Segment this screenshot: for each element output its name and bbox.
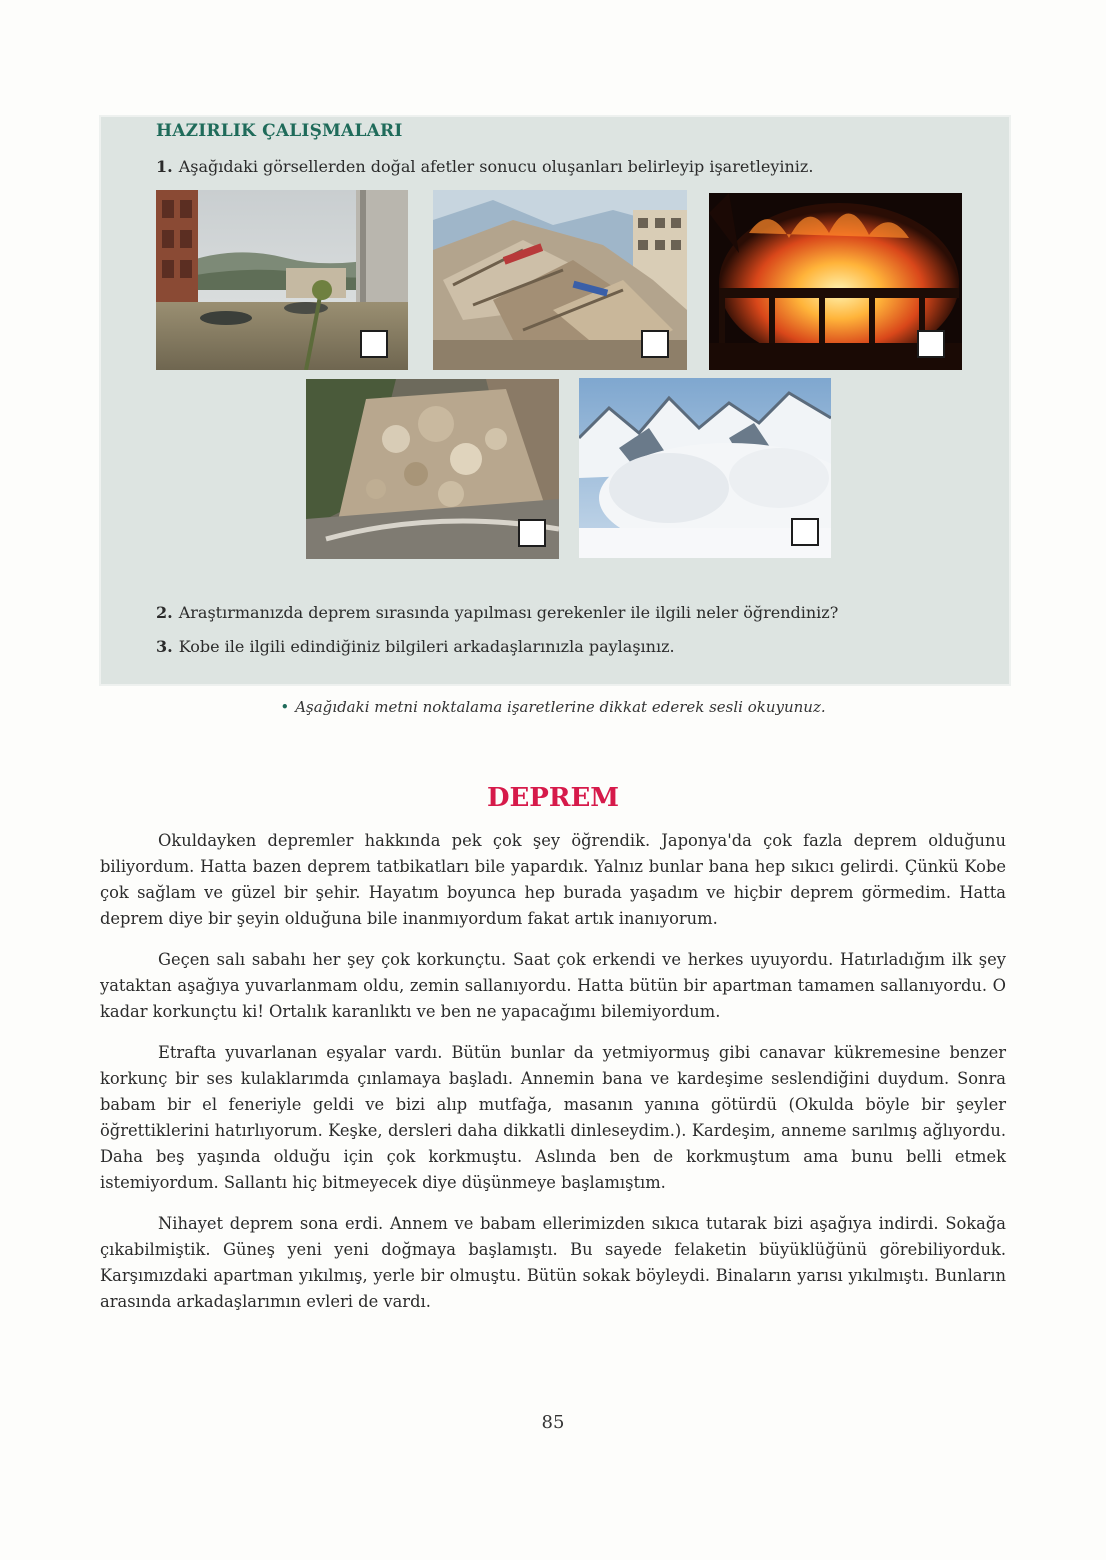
fire-checkbox[interactable]: [917, 330, 945, 358]
preparation-heading: HAZIRLIK ÇALIŞMALARI: [156, 121, 403, 141]
story-paragraph-2: Geçen salı sabahı her şey çok korkunçtu. Saat çok erkendi ve herkes uyuyordu. Hatırladığım ilk şey yataktan aşağıya yuvarlanmam oldu, zemin sallanıyordu. Hatta bütün bir apartman tamamen sallanıyordu. O kadar korkunçtu ki! Ortalık karanlıktı ve ben ne yapacağımı bilemiyordum.: [100, 950, 1006, 1021]
story-paragraph-4: Nihayet deprem sona erdi. Annem ve babam ellerimizden sıkıca tutarak bizi aşağıya indirdi. Sokağa çıkabilmiştik. Güneş yeni yeni doğmaya başlamıştı. Bu sayede felaketin büyüklüğünü görebiliyorduk. Karşımızdaki apartman yıkılmış, yerle bir olmuştu. Bütün sokak böyleydi. Binaların yarısı yıkılmıştı. Bunların arasında arkadaşlarımın evleri de vardı.: [100, 1214, 1006, 1311]
question-3-text: Kobe ile ilgili edindiğiniz bilgileri arkadaşlarınızla paylaşınız.: [178, 637, 675, 656]
avalanche-checkbox[interactable]: [791, 518, 819, 546]
avalanche-photo: [579, 378, 831, 558]
reading-instruction: [0, 698, 1106, 716]
question-1-number: 1.: [156, 157, 173, 176]
bullet-icon: •: [280, 698, 290, 716]
question-2-number: 2.: [156, 603, 173, 622]
fire-photo: [709, 193, 962, 370]
flood-checkbox[interactable]: [360, 330, 388, 358]
reading-instruction-text: Aşağıdaki metni noktalama işaretlerine dikkat ederek sesli okuyunuz.: [295, 698, 826, 716]
story-title: DEPREM: [486, 783, 620, 813]
collapsed-building-checkbox[interactable]: [641, 330, 669, 358]
landslide-photo: [306, 379, 559, 559]
question-1: [156, 157, 813, 176]
story-paragraph-3: Etrafta yuvarlanan eşyalar vardı. Bütün bunlar da yetmiyormuş gibi canavar kükremesine benzer korkunç bir ses kulaklarımda çınlamaya başladı. Annemin bana ve kardeşime seslendiğini duydum. Sonra babam bir el feneriyle geldi ve bizi alıp mutfağa, masanın yanına götürdü (Okulda böyle bir şeyler öğrettiklerini hatırlıyorum. Keşke, dersleri daha dikkatli dinleseydim.). Kardeşim, anneme sarılmış ağlıyordu. Daha beş yaşında olduğu için çok korkmuştu. Aslında ben de korkmuştum ama bunu belli etmek istemiyordum. Sallantı hiç bitmeyecek diye düşünmeye başlamıştım.: [100, 1043, 1006, 1192]
question-2: [156, 603, 838, 622]
question-3-number: 3.: [156, 637, 173, 656]
story-body: [100, 828, 1006, 1330]
story-paragraph-1: Okuldayken depremler hakkında pek çok şey öğrendik. Japonya'da çok fazla deprem olduğunu biliyordum. Hatta bazen deprem tatbikatları bile yapardık. Yalnız bunlar bana hep sıkıcı gelirdi. Çünkü Kobe çok sağlam ve güzel bir şehir. Hayatım boyunca hep burada yaşadım ve hiçbir deprem görmedim. Hatta deprem diye bir şeyin olduğuna bile inanmıyordum fakat artık inanıyorum.: [100, 831, 1006, 928]
page-number: 85: [541, 1412, 565, 1433]
question-1-text: Aşağıdaki görsellerden doğal afetler sonucu oluşanları belirleyip işaretleyiniz.: [178, 157, 814, 176]
landslide-checkbox[interactable]: [518, 519, 546, 547]
collapsed-building-photo: [433, 190, 687, 370]
question-2-text: Araştırmanızda deprem sırasında yapılması gerekenler ile ilgili neler öğrendiniz?: [178, 603, 839, 622]
flood-photo: [156, 190, 408, 370]
question-3: [156, 637, 675, 656]
